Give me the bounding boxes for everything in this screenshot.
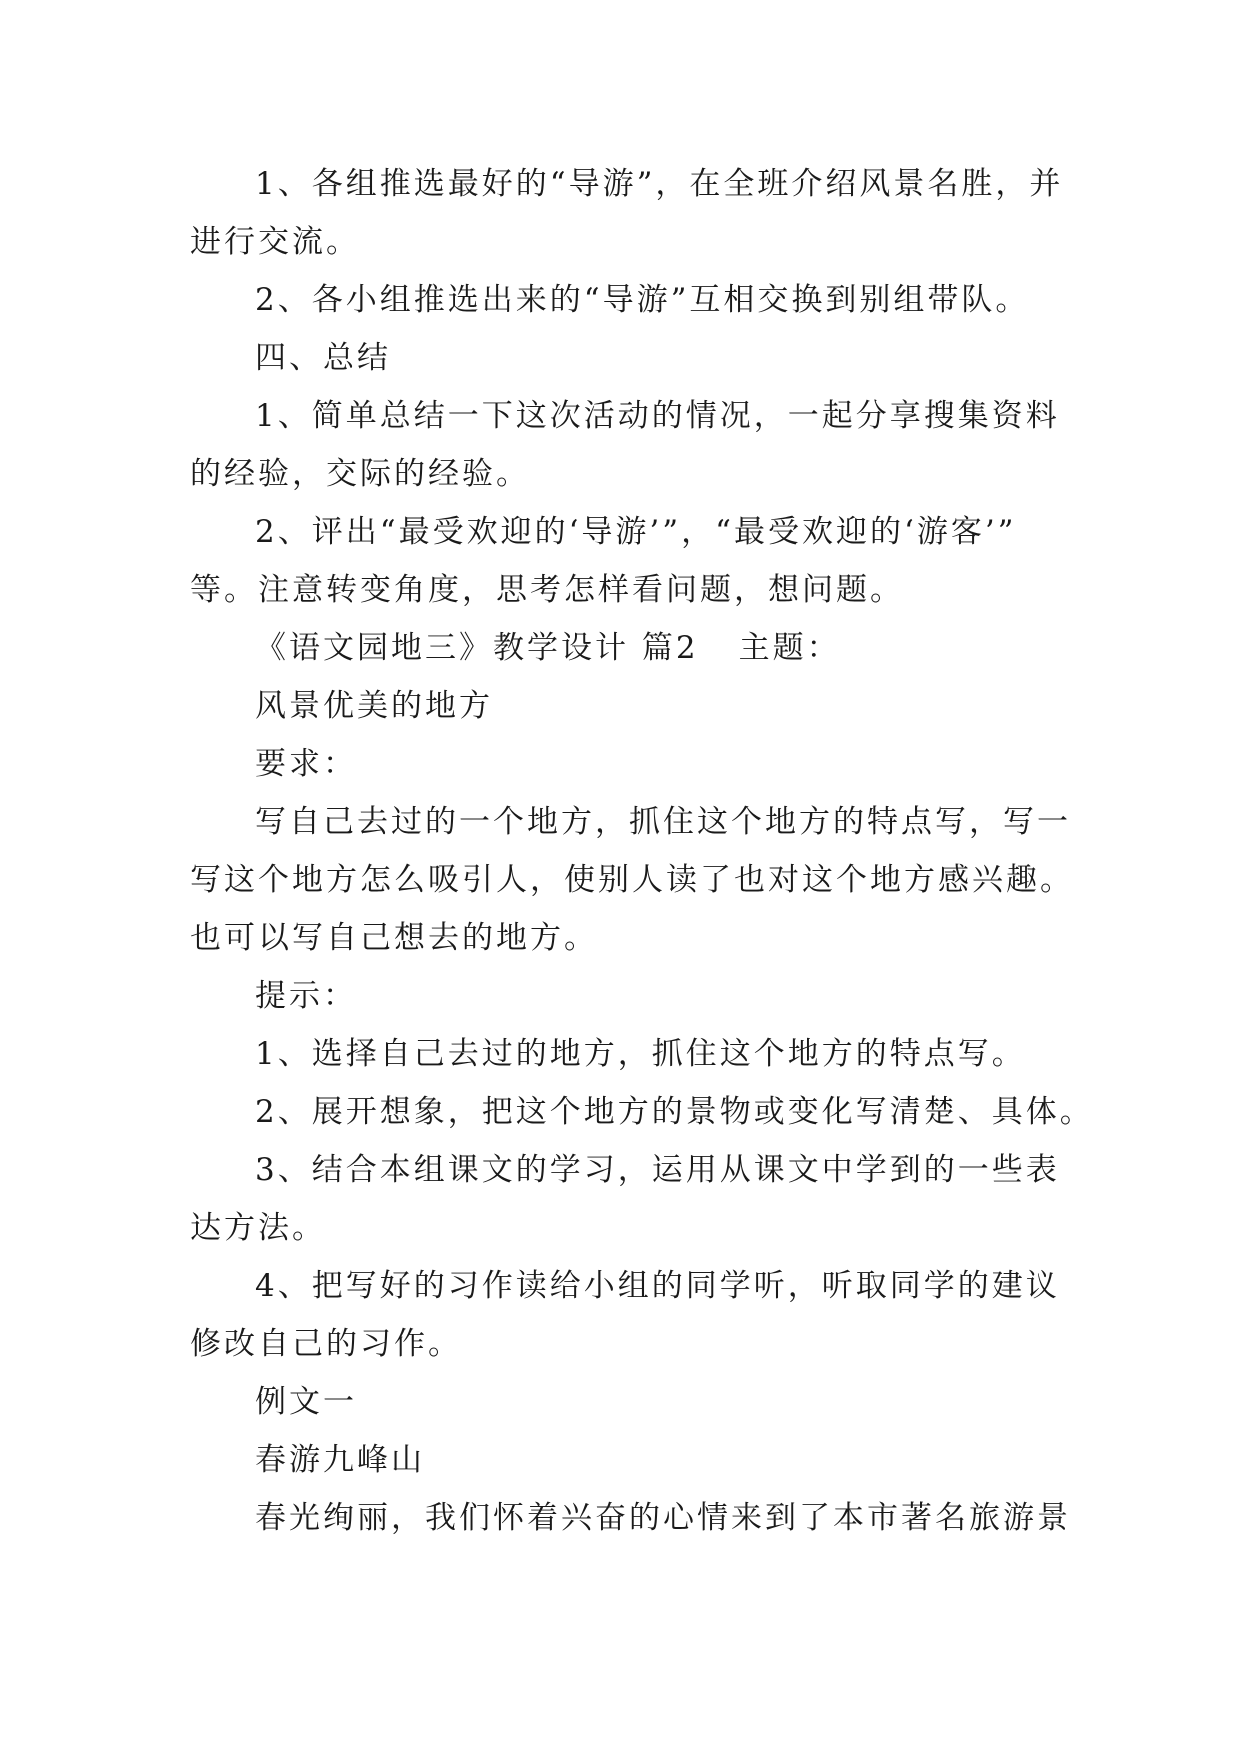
paragraph-line: 写自己去过的一个地方，抓住这个地方的特点写，写一 xyxy=(255,804,1071,840)
paragraph-line: 进行交流。 xyxy=(190,224,360,260)
tips-heading: 提示： xyxy=(255,978,357,1014)
paragraph-line: 等。注意转变角度，思考怎样看问题，想问题。 xyxy=(190,572,904,608)
paragraph-line: 3、结合本组课文的学习，运用从课文中学到的一些表 xyxy=(255,1152,1060,1188)
topic-line: 风景优美的地方 xyxy=(255,688,493,724)
article-title-line xyxy=(190,619,1070,677)
paragraph-line: 1、各组推选最好的“导游”，在全班介绍风景名胜，并 xyxy=(255,166,1064,202)
section-heading: 四、总结 xyxy=(255,340,391,376)
paragraph-line: 春光绚丽，我们怀着兴奋的心情来到了本市著名旅游景 xyxy=(255,1500,1071,1536)
paragraph-line: 的经验，交际的经验。 xyxy=(190,456,530,492)
paragraph-line: 1、选择自己去过的地方，抓住这个地方的特点写。 xyxy=(255,1036,1026,1072)
requirements-heading: 要求： xyxy=(255,746,357,782)
paragraph-line: 2、各小组推选出来的“导游”互相交换到别组带队。 xyxy=(255,282,1030,318)
article-title: 《语文园地三》教学设计 篇2 xyxy=(255,630,699,666)
paragraph-line: 2、评出“最受欢迎的‘导游’”，“最受欢迎的‘游客’” xyxy=(255,514,1017,550)
topic-label: 主题： xyxy=(738,630,841,666)
paragraph-line: 写这个地方怎么吸引人，使别人读了也对这个地方感兴趣。 xyxy=(190,862,1074,898)
paragraph-line: 2、展开想象，把这个地方的景物或变化写清楚、具体。 xyxy=(255,1094,1094,1130)
paragraph-line: 1、简单总结一下这次活动的情况，一起分享搜集资料 xyxy=(255,398,1060,434)
example-heading: 例文一 xyxy=(255,1384,357,1420)
paragraph-line: 也可以写自己想去的地方。 xyxy=(190,920,598,956)
paragraph-line: 达方法。 xyxy=(190,1210,326,1246)
document-body xyxy=(190,155,1094,1547)
paragraph-line: 修改自己的习作。 xyxy=(190,1326,462,1362)
example-title: 春游九峰山 xyxy=(255,1442,425,1478)
paragraph-line: 4、把写好的习作读给小组的同学听，听取同学的建议 xyxy=(255,1268,1060,1304)
